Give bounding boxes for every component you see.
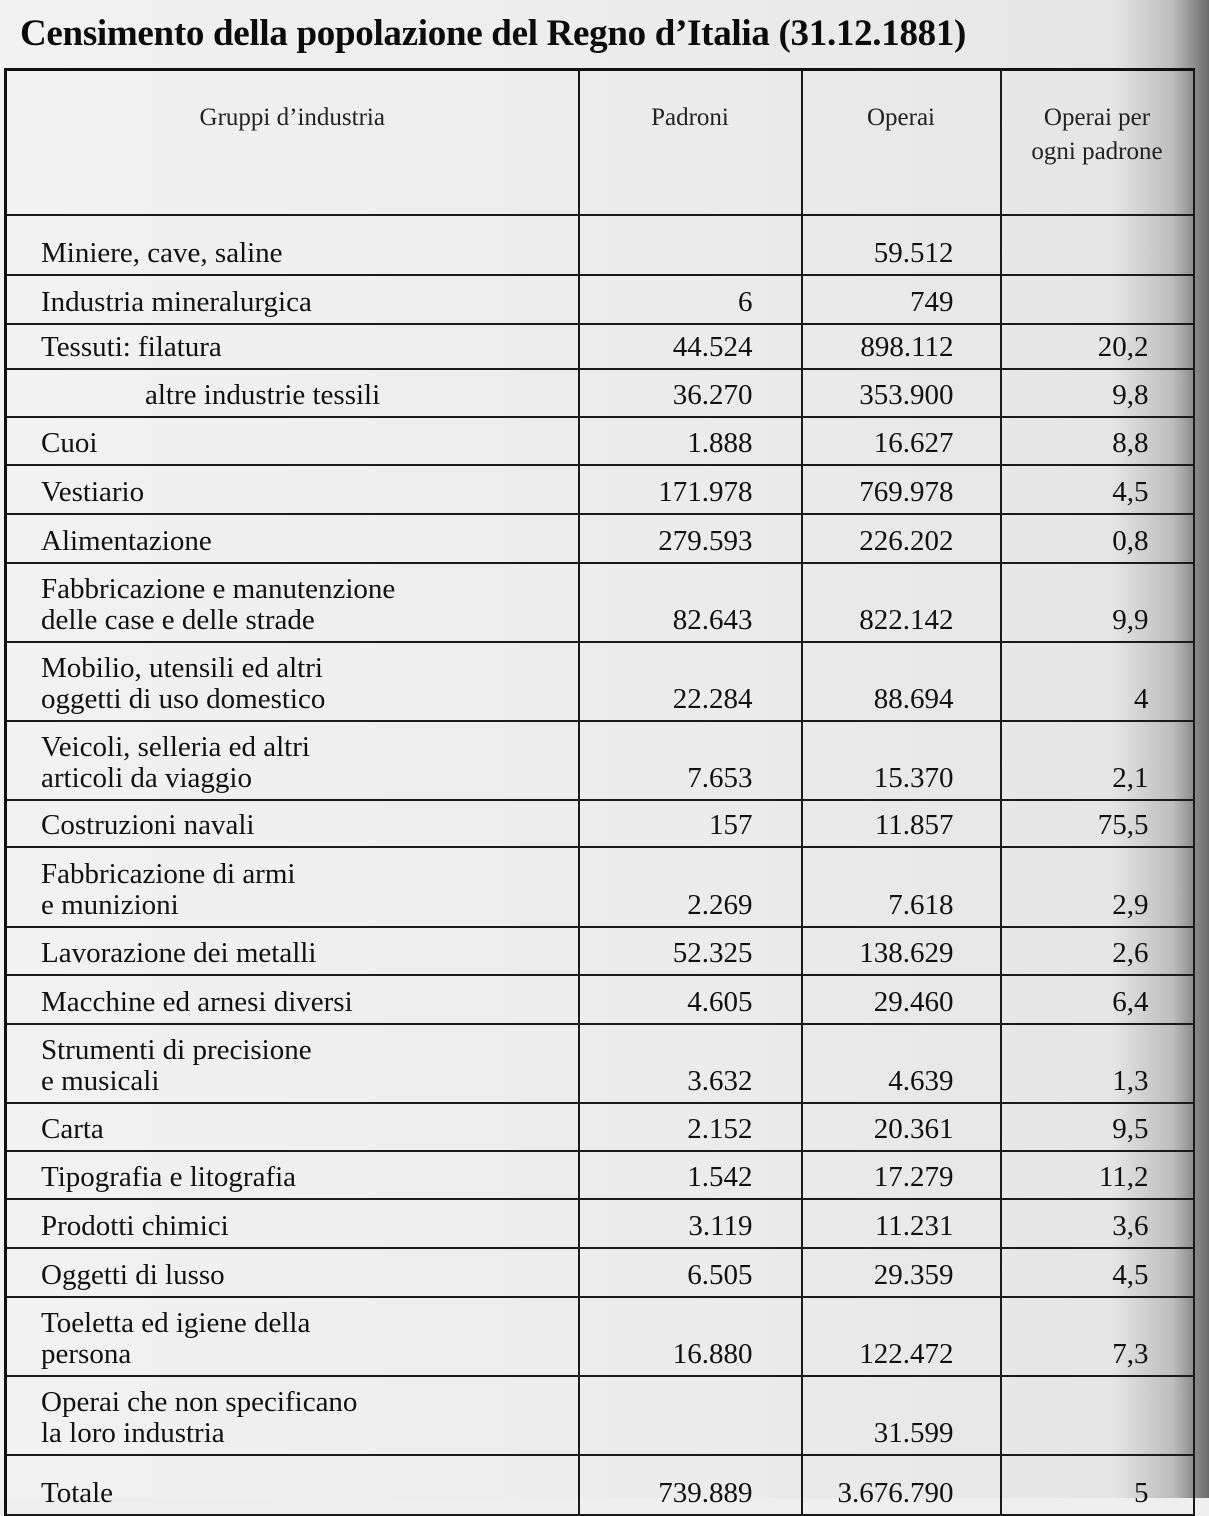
row-label: [6, 1297, 579, 1376]
cell-operai: 898.112: [802, 324, 1001, 369]
table-row: [6, 975, 1194, 1024]
cell-operai: 7.618: [802, 847, 1001, 927]
cell-ratio: 0,8: [1001, 514, 1194, 563]
row-label: [6, 1024, 579, 1103]
cell-operai: 11.231: [802, 1199, 1001, 1248]
table-row: [6, 847, 1194, 927]
cell-padroni: 6.505: [579, 1248, 802, 1297]
cell-padroni: 6: [579, 275, 802, 324]
row-label: [6, 324, 579, 369]
cell-operai: 11.857: [802, 800, 1001, 847]
row-label: [6, 1151, 579, 1199]
row-label: [6, 1376, 579, 1455]
table-body: [6, 215, 1194, 1515]
row-label-line: la loro industria: [41, 1417, 225, 1449]
table-row: [6, 1199, 1194, 1248]
cell-padroni: 7.653: [579, 721, 802, 800]
row-label: [6, 975, 579, 1024]
cell-operai: 769.978: [802, 465, 1001, 514]
table-row: [6, 275, 1194, 324]
row-label-line: Industria mineralurgica: [41, 286, 312, 318]
row-label-line: Macchine ed arnesi diversi: [41, 986, 353, 1018]
cell-padroni: 1.888: [579, 417, 802, 465]
row-label-line: Costruzioni navali: [41, 809, 255, 841]
table-row: [6, 369, 1194, 417]
row-label: [6, 1103, 579, 1151]
table-row: [6, 1024, 1194, 1103]
table-row: [6, 324, 1194, 369]
row-label-line: Toeletta ed igiene della: [41, 1307, 311, 1339]
header-operai: Operai: [802, 70, 1001, 216]
row-label: [6, 417, 579, 465]
cell-ratio: [1001, 1376, 1194, 1455]
cell-ratio: [1001, 215, 1194, 275]
row-label: [6, 563, 579, 642]
cell-padroni: 739.889: [579, 1455, 802, 1515]
row-label: [6, 1455, 579, 1515]
cell-padroni: 52.325: [579, 927, 802, 975]
cell-ratio: 4,5: [1001, 465, 1194, 514]
row-label-line: Totale: [41, 1477, 114, 1509]
cell-operai: 749: [802, 275, 1001, 324]
cell-padroni: 157: [579, 800, 802, 847]
header-ratio-line2: ogni padrone: [1031, 138, 1163, 165]
row-label-line: Tessuti: filatura: [41, 331, 222, 363]
cell-ratio: [1001, 275, 1194, 324]
cell-padroni: 82.643: [579, 563, 802, 642]
cell-ratio: 7,3: [1001, 1297, 1194, 1376]
table-row: [6, 1455, 1194, 1515]
cell-ratio: 2,9: [1001, 847, 1194, 927]
cell-operai: 29.359: [802, 1248, 1001, 1297]
row-label-line: Fabbricazione e manutenzione: [41, 573, 396, 605]
cell-operai: 15.370: [802, 721, 1001, 800]
cell-operai: 17.279: [802, 1151, 1001, 1199]
cell-padroni: [579, 1376, 802, 1455]
table-row: [6, 1103, 1194, 1151]
cell-padroni: [579, 215, 802, 275]
row-label-line: e musicali: [41, 1065, 160, 1097]
header-ratio: [1001, 70, 1194, 216]
cell-ratio: 4: [1001, 642, 1194, 721]
header-group: Gruppi d’industria: [6, 70, 579, 216]
cell-operai: 122.472: [802, 1297, 1001, 1376]
row-label-line: Prodotti chimici: [41, 1210, 229, 1242]
cell-padroni: 44.524: [579, 324, 802, 369]
cell-padroni: 3.632: [579, 1024, 802, 1103]
row-label-line: delle case e delle strade: [41, 604, 315, 636]
row-label: [6, 1248, 579, 1297]
row-label-line: Alimentazione: [41, 525, 212, 557]
row-label: [6, 514, 579, 563]
row-label: [6, 215, 579, 275]
cell-ratio: 11,2: [1001, 1151, 1194, 1199]
table-row: [6, 514, 1194, 563]
table-row: [6, 215, 1194, 275]
table-row: [6, 417, 1194, 465]
row-label-line: Carta: [41, 1113, 104, 1145]
row-label-line: e munizioni: [41, 889, 179, 921]
census-table: [4, 68, 1195, 1516]
cell-operai: 138.629: [802, 927, 1001, 975]
cell-padroni: 4.605: [579, 975, 802, 1024]
cell-padroni: 1.542: [579, 1151, 802, 1199]
row-label-line: Lavorazione dei metalli: [41, 937, 317, 969]
cell-operai: 3.676.790: [802, 1455, 1001, 1515]
row-label-line: Cuoi: [41, 427, 98, 459]
row-label-line: Strumenti di precisione: [41, 1034, 312, 1066]
cell-operai: 16.627: [802, 417, 1001, 465]
table-row: [6, 1151, 1194, 1199]
row-label-line: oggetti di uso domestico: [41, 683, 326, 715]
row-label: [6, 1199, 579, 1248]
row-label: [6, 721, 579, 800]
table-row: [6, 800, 1194, 847]
row-label: [6, 927, 579, 975]
cell-ratio: 2,1: [1001, 721, 1194, 800]
cell-ratio: 9,8: [1001, 369, 1194, 417]
row-label: [6, 847, 579, 927]
cell-padroni: 171.978: [579, 465, 802, 514]
cell-padroni: 36.270: [579, 369, 802, 417]
table-row: [6, 563, 1194, 642]
cell-padroni: 2.269: [579, 847, 802, 927]
cell-ratio: 9,5: [1001, 1103, 1194, 1151]
table-row: [6, 1297, 1194, 1376]
cell-operai: 822.142: [802, 563, 1001, 642]
cell-operai: 353.900: [802, 369, 1001, 417]
table-row: [6, 721, 1194, 800]
row-label: [6, 465, 579, 514]
cell-ratio: 5: [1001, 1455, 1194, 1515]
cell-padroni: 2.152: [579, 1103, 802, 1151]
cell-operai: 29.460: [802, 975, 1001, 1024]
cell-ratio: 1,3: [1001, 1024, 1194, 1103]
cell-operai: 88.694: [802, 642, 1001, 721]
row-label-line: Veicoli, selleria ed altri: [41, 731, 310, 763]
cell-ratio: 2,6: [1001, 927, 1194, 975]
row-label-line: altre industrie tessili: [145, 379, 381, 411]
cell-operai: 4.639: [802, 1024, 1001, 1103]
cell-ratio: 4,5: [1001, 1248, 1194, 1297]
cell-padroni: 22.284: [579, 642, 802, 721]
cell-padroni: 3.119: [579, 1199, 802, 1248]
cell-padroni: 16.880: [579, 1297, 802, 1376]
cell-operai: 226.202: [802, 514, 1001, 563]
cell-ratio: 75,5: [1001, 800, 1194, 847]
row-label: [6, 275, 579, 324]
cell-ratio: 9,9: [1001, 563, 1194, 642]
row-label-line: Vestiario: [41, 476, 145, 508]
row-label-line: Miniere, cave, saline: [41, 237, 283, 269]
row-label-line: Fabbricazione di armi: [41, 858, 296, 890]
row-label: [6, 800, 579, 847]
table-row: [6, 1248, 1194, 1297]
header-padroni: Padroni: [579, 70, 802, 216]
row-label-line: Tipografia e litografia: [41, 1161, 297, 1193]
cell-operai: 59.512: [802, 215, 1001, 275]
table-row: [6, 465, 1194, 514]
table-row: [6, 642, 1194, 721]
row-label: [6, 369, 579, 417]
row-label: [6, 642, 579, 721]
row-label-line: Mobilio, utensili ed altri: [41, 652, 323, 684]
cell-operai: 20.361: [802, 1103, 1001, 1151]
table-row: [6, 1376, 1194, 1455]
row-label-line: Operai che non specificano: [41, 1386, 358, 1418]
row-label-line: articoli da viaggio: [41, 762, 252, 794]
row-label-line: persona: [41, 1338, 132, 1370]
page-title: Censimento della popolazione del Regno d’Italia (31.12.1881): [20, 13, 967, 54]
cell-ratio: 8,8: [1001, 417, 1194, 465]
cell-ratio: 6,4: [1001, 975, 1194, 1024]
row-label-line: Oggetti di lusso: [41, 1259, 225, 1291]
header-ratio-line1: Operai per: [1043, 104, 1151, 131]
table-row: [6, 927, 1194, 975]
cell-operai: 31.599: [802, 1376, 1001, 1455]
cell-ratio: 20,2: [1001, 324, 1194, 369]
cell-ratio: 3,6: [1001, 1199, 1194, 1248]
cell-padroni: 279.593: [579, 514, 802, 563]
header-row: [6, 70, 1194, 216]
